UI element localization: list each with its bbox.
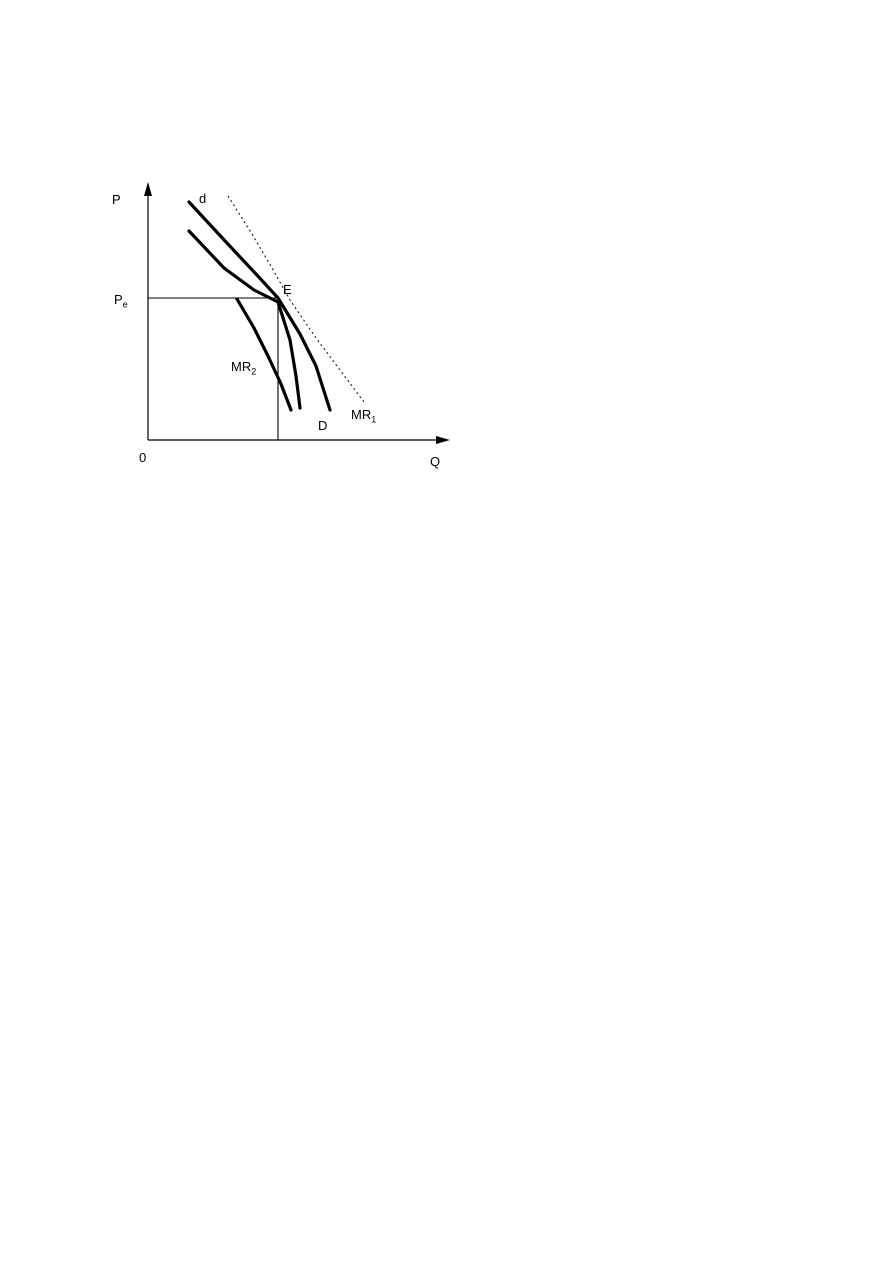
equilibrium-point-label: E [283,282,292,297]
axis-label-p: P [112,192,121,207]
curve-label-d-capital: D [318,418,328,433]
x-axis [148,436,450,444]
curve-label-mr1 [351,408,376,425]
curve-d-small [189,202,330,410]
curve-label-mr2 [231,360,256,377]
curve-d-capital [189,231,300,408]
mr2-base: MR [231,359,252,374]
curve-label-d-small: d [199,191,207,206]
mr2-subscript: 2 [251,366,257,377]
pe-base: P [114,292,123,307]
price-equilibrium-label [114,293,128,310]
axis-label-q: Q [430,454,441,469]
mr1-subscript: 1 [371,414,377,425]
origin-label: 0 [139,450,147,465]
mr1-base: MR [351,407,372,422]
y-axis [144,182,152,440]
pe-subscript: e [122,299,128,310]
